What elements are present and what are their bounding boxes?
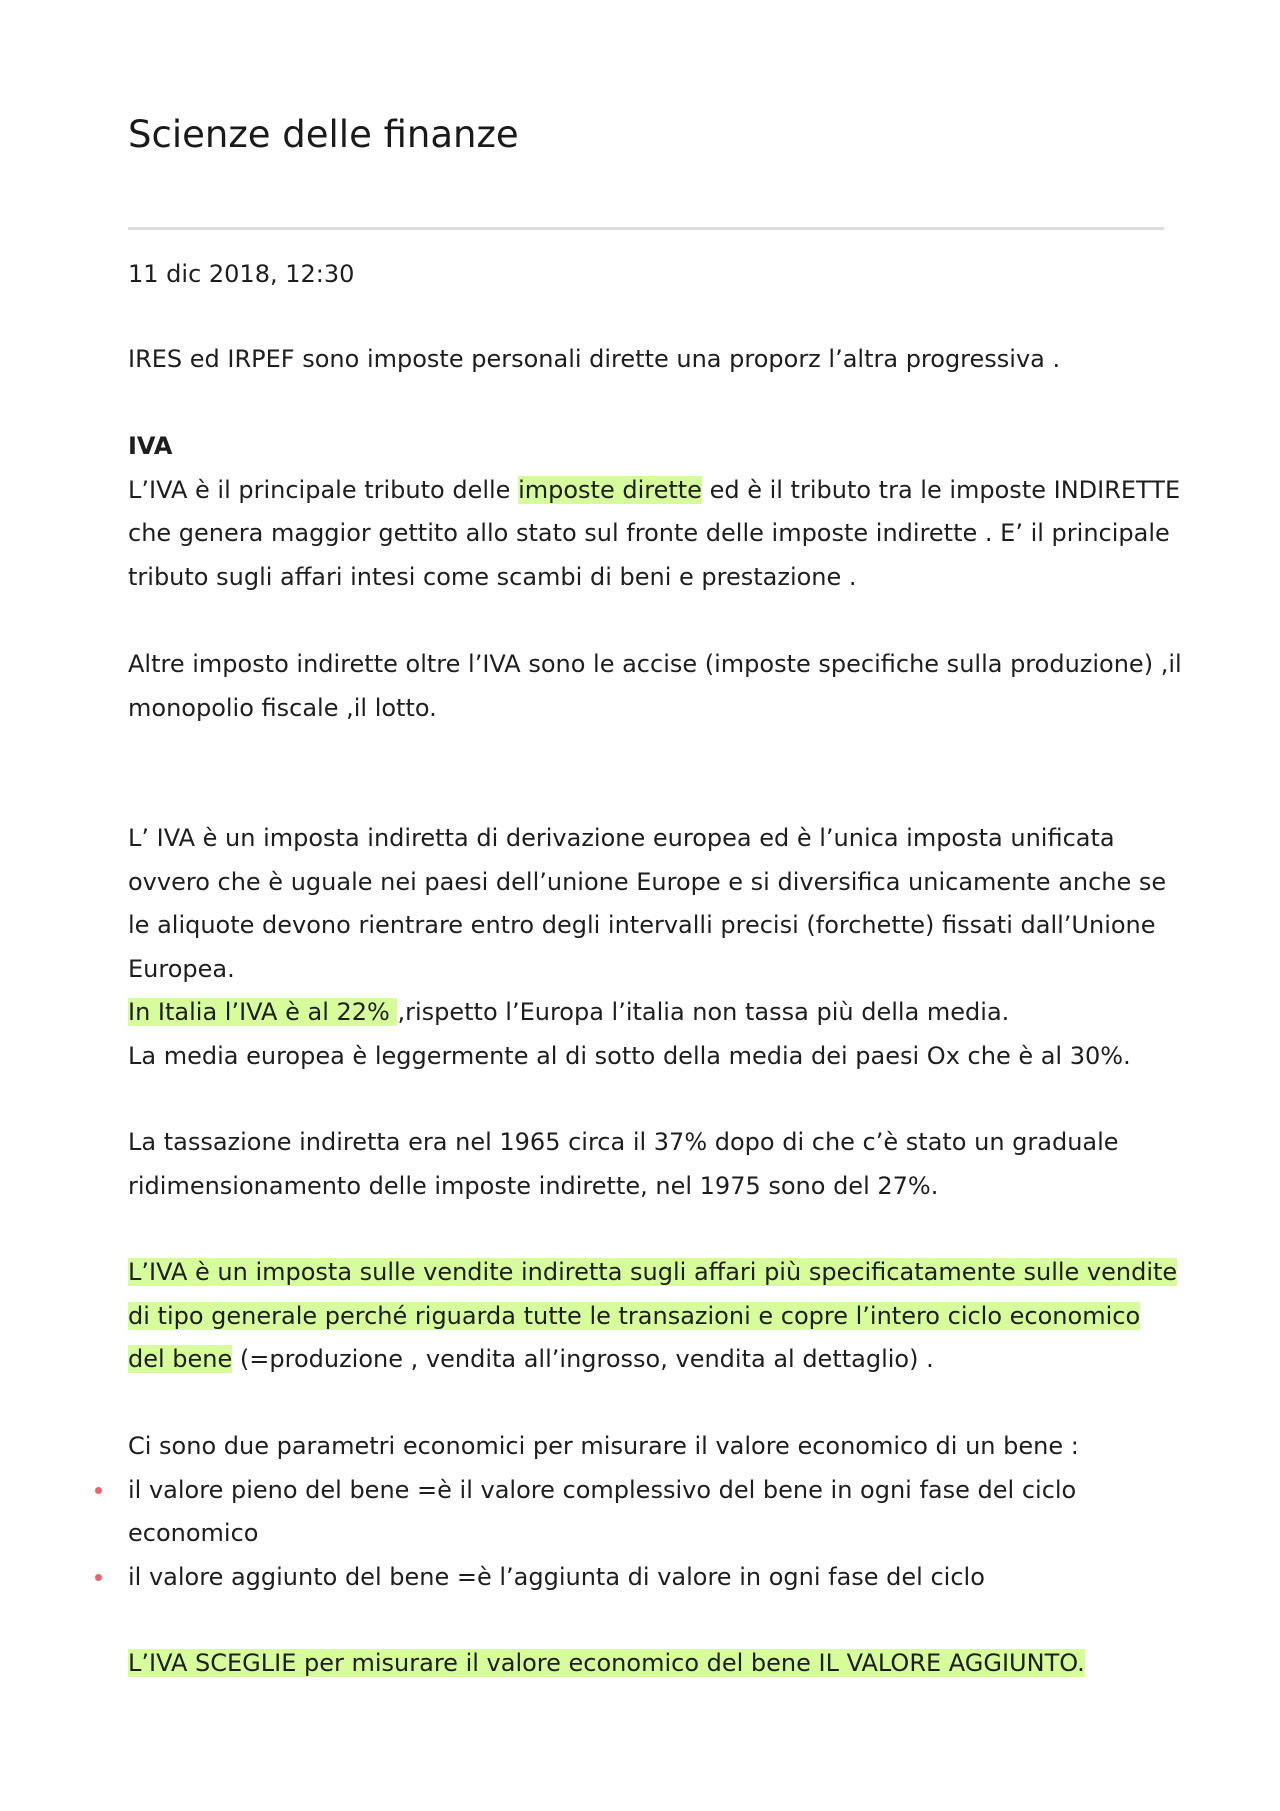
iva-section [128,425,1181,599]
p2-line-1: Altre imposto indirette oltre l’IVA sono le accise (imposte specifiche sulla produzione) ,il [128,650,1182,678]
bullet-2-text: il valore aggiunto del bene =è l’aggiunta di valore in ogni fase del ciclo [128,1562,985,1591]
bullet-dot-icon [95,1487,102,1494]
bullet-item-1 [128,1469,1168,1513]
p5-line-3 [128,1338,1168,1382]
p2-line-2: monopolio fiscale ,il lotto. [128,693,437,722]
p3-line-5 [128,991,1168,1035]
p1-line-1-text-a: L’IVA è il principale tributo delle [128,475,519,504]
title-divider [128,227,1164,230]
note-title: Scienze delle finanze [128,113,519,156]
p5-highlight-3: del bene [128,1345,233,1373]
bullet-item-2 [128,1556,1168,1600]
p4-line-1: La tassazione indiretta era nel 1965 circa il 37% dopo di che c’è stato un graduale [128,1128,1119,1156]
iva-heading: IVA [128,432,173,460]
p3-highlight: In Italia l’IVA è al 22% [128,998,398,1026]
p3-line-3: le aliquote devono rientrare entro degli intervalli precisi (forchette) fissati dall’Unione [128,911,1156,939]
p5-highlight-1: L’IVA è un imposta sulle vendite indiretta sugli affari più specificatamente sulle vendite [128,1258,1178,1286]
p3-line-1: L’ IVA è un imposta indiretta di derivazione europea ed è l’unica imposta unificata [128,824,1115,852]
paragraph-3 [128,817,1168,1078]
p1-line-3: tributo sugli affari intesi come scambi di beni e prestazione . [128,562,857,591]
paragraph-2 [128,643,1182,730]
p3-line-5-text: ,rispetto l’Europa l’italia non tassa più della media. [397,998,1010,1026]
p1-highlight: imposte dirette [518,475,702,504]
p7-line [128,1642,1168,1686]
p1-line-1 [128,469,1181,513]
p5-highlight-2: di tipo generale perché riguarda tutte le transazioni e copre l’intero ciclo economico [128,1301,1141,1330]
p3-line-6: La media europea è leggermente al di sotto della media dei paesi Ox che è al 30%. [128,1041,1131,1070]
p4-line-2: ridimensionamento delle imposte indirette, nel 1975 sono del 27%. [128,1171,939,1200]
p5-line-2 [128,1295,1168,1339]
p1-line-2: che genera maggior gettito allo stato sul fronte delle imposte indirette . E’ il principale [128,519,1170,547]
note-timestamp: 11 dic 2018, 12:30 [128,260,355,288]
p7-highlight: L’IVA SCEGLIE per misurare il valore economico del bene IL VALORE AGGIUNTO. [128,1649,1085,1677]
paragraph-4 [128,1121,1168,1208]
p5-line-1 [128,1251,1178,1295]
intro-paragraph [128,338,1168,382]
p3-line-2: ovvero che è uguale nei paesi dell’unione Europe e si diversifica unicamente anche se [128,867,1167,896]
p3-line-4: Europea. [128,954,235,983]
paragraph-5 [128,1251,1178,1382]
paragraph-6 [128,1425,1168,1599]
paragraph-7 [128,1642,1168,1686]
p5-line-3-text: (=produzione , vendita all’ingrosso, vendita al dettaglio) . [232,1345,934,1373]
intro-line: IRES ed IRPEF sono imposte personali dirette una proporz l’altra progressiva . [128,345,1061,373]
p6-lead: Ci sono due parametri economici per misurare il valore economico di un bene : [128,1432,1079,1460]
bullet-1-text: il valore pieno del bene =è il valore complessivo del bene in ogni fase del ciclo [128,1475,1077,1504]
bullet-dot-icon [95,1574,102,1581]
p1-line-1-text-b: ed è il tributo tra le imposte INDIRETTE [701,475,1181,504]
bullet-1-continuation: economico [128,1519,259,1547]
